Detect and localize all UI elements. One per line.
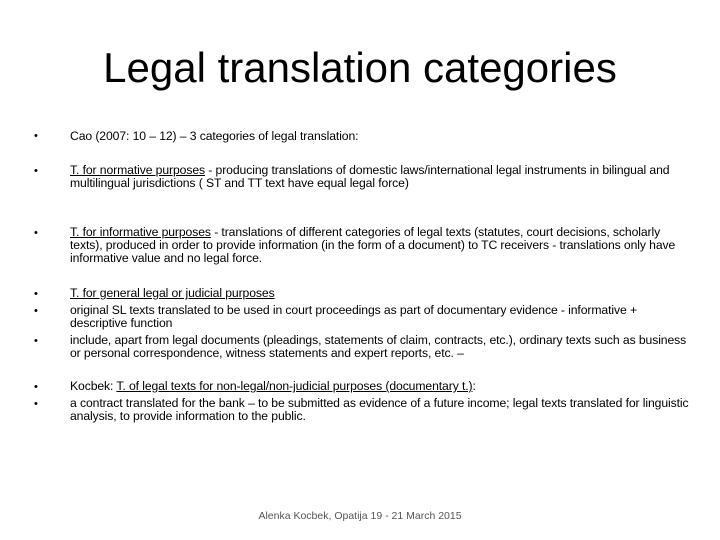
item-text: - translations of different categories of legal texts (statutes, court decisions, scholarly texts), produced in order to provide information (in the form of a document) to TC receivers - translations only have informative value and no legal force. <box>70 225 676 265</box>
item-text: Cao (2007: 10 – 12) – 3 categories of legal translation: <box>70 129 359 143</box>
bullet-icon: • <box>34 381 38 393</box>
item-prefix: Kocbek: <box>70 379 117 393</box>
item-text: a contract translated for the bank – to be submitted as evidence of a future income; legal texts translated for linguistic analysis, to provide information to the public. <box>70 396 689 423</box>
bullet-icon: • <box>34 335 38 347</box>
list-item <box>70 304 690 330</box>
item-text: : <box>472 379 476 393</box>
list-item <box>70 334 690 360</box>
item-heading: T. for informative purposes <box>70 225 211 239</box>
item-heading: T. for normative purposes <box>70 163 206 177</box>
list-item <box>70 164 690 190</box>
item-text: - producing translations of domestic laws/international legal instruments in bilingual and multilingual jurisdictions ( ST and TT text have equal legal force) <box>70 163 670 190</box>
slide-title: Legal translation categories <box>103 44 617 91</box>
list-item <box>70 380 690 393</box>
item-heading: T. for general legal or judicial purposes <box>70 286 275 300</box>
list-item <box>70 226 690 265</box>
bullet-icon: • <box>34 227 38 239</box>
bullet-icon: • <box>34 305 38 317</box>
bullet-icon: • <box>34 288 38 300</box>
bullet-icon: • <box>34 130 38 142</box>
item-text: original SL texts translated to be used in court proceedings as part of documentary evidence - informative + descriptive function <box>70 303 637 330</box>
bullet-icon: • <box>34 398 38 410</box>
bullet-icon: • <box>34 165 38 177</box>
item-text: include, apart from legal documents (pleadings, statements of claim, contracts, etc.), ordinary texts such as business or personal correspondence, witness statements and expert reports, etc. – <box>70 333 687 360</box>
list-item <box>70 287 690 300</box>
list-item <box>70 130 690 143</box>
slide-footer: Alenka Kocbek, Opatija 19 - 21 March 2015 <box>258 510 462 522</box>
list-item <box>70 397 690 423</box>
item-heading: T. of legal texts for non-legal/non-judicial purposes (documentary t.) <box>116 379 473 393</box>
